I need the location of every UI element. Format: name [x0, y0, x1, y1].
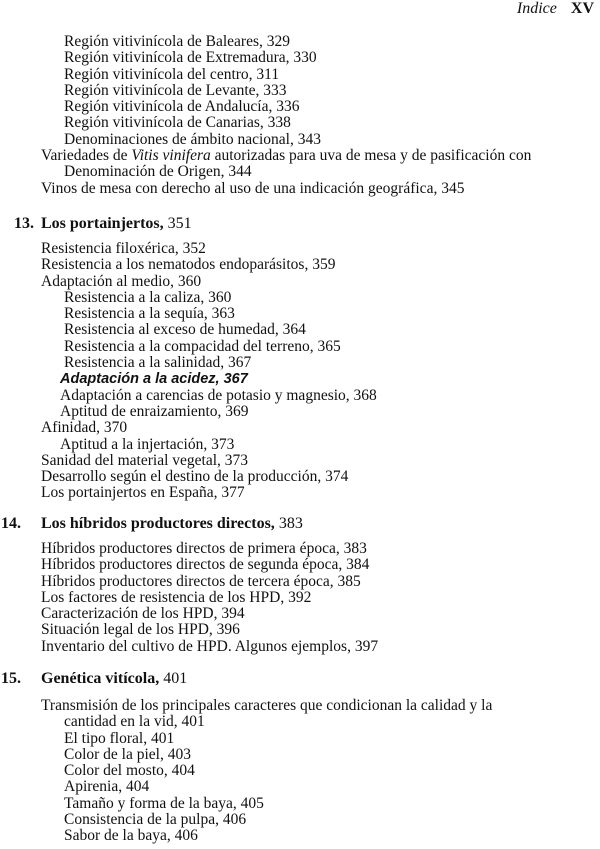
chapter-page: 401 — [163, 670, 188, 687]
toc-entry: Híbridos productores directos de tercera época, 385 — [41, 572, 361, 590]
chapter-14 — [0, 515, 600, 655]
toc-section-continued — [0, 34, 600, 197]
toc-entry: Resistencia a la caliza, 360 — [64, 288, 232, 306]
chapter-13 — [0, 215, 600, 502]
toc-entry: Aptitud a la injertación, 373 — [60, 435, 235, 453]
toc-entry-continuation: cantidad en la vid, 401 — [64, 713, 205, 731]
toc-entry: Sanidad del material vegetal, 373 — [41, 451, 249, 469]
toc-entry: Adaptación a la acidez, 367 — [60, 371, 248, 388]
toc-entry: Los portainjertos en España, 377 — [41, 484, 245, 502]
chapter-title: Genética vitícola, — [41, 670, 160, 687]
chapter-heading — [0, 670, 600, 688]
toc-entry: Región vitivinícola de Andalucía, 336 — [64, 98, 300, 116]
toc-entry: Región vitivinícola del centro, 311 — [64, 65, 280, 83]
toc-entry: El tipo floral, 401 — [64, 729, 175, 747]
chapter-heading — [0, 515, 600, 533]
toc-entry: Región vitivinícola de Canarias, 338 — [64, 114, 291, 132]
chapter-page: 351 — [167, 215, 192, 232]
toc-entry-continuation: Denominación de Origen, 344 — [64, 163, 252, 181]
toc-entry: Híbridos productores directos de primera época, 383 — [41, 540, 367, 557]
toc-entry: Caracterización de los HPD, 394 — [41, 605, 245, 623]
chapter-number: 13. — [14, 215, 34, 232]
entry-italic: Vitis vinifera — [131, 147, 211, 165]
toc-entry: Color del mosto, 404 — [64, 762, 195, 780]
toc-entry: Región vitivinícola de Baleares, 329 — [64, 33, 290, 50]
toc-entry: Los factores de resistencia de los HPD, 392 — [41, 588, 312, 606]
toc-entry: Resistencia a la salinidad, 367 — [64, 354, 252, 372]
toc-entry: Apirenia, 404 — [64, 778, 150, 796]
header-title: Indice — [516, 0, 557, 17]
chapter-number: 14. — [1, 515, 21, 532]
toc-entry: Vinos de mesa con derecho al uso de una indicación geográfica, 345 — [41, 179, 465, 197]
toc-entry: Inventario del cultivo de HPD. Algunos ejemplos, 397 — [41, 637, 379, 655]
chapter-page: 383 — [278, 515, 303, 532]
toc-entry: Denominaciones de ámbito nacional, 343 — [64, 130, 321, 148]
toc-entry: Región vitivinícola de Extremadura, 330 — [64, 49, 317, 67]
toc-entry: Situación legal de los HPD, 396 — [41, 621, 240, 639]
running-header — [517, 0, 594, 18]
toc-entry: Resistencia a la compacidad del terreno, 365 — [64, 337, 341, 355]
toc-entry: Híbridos productores directos de segunda época, 384 — [41, 556, 370, 574]
toc-entry — [0, 148, 600, 164]
toc-entry: Transmisión de los principales caracteres que condicionan la calidad y la — [41, 697, 493, 714]
page-number: XV — [570, 0, 594, 17]
toc-entry: Adaptación al medio, 360 — [41, 272, 202, 290]
chapter-heading — [0, 215, 600, 233]
toc-entry: Afinidad, 370 — [41, 419, 128, 437]
toc-entry: Resistencia a la sequía, 363 — [64, 305, 235, 323]
toc-entry: Resistencia filoxérica, 352 — [41, 240, 206, 257]
toc-entry: Aptitud de enraizamiento, 369 — [60, 402, 249, 420]
chapter-title: Los híbridos productores directos, — [41, 515, 275, 532]
chapter-number: 15. — [1, 670, 21, 687]
toc-entry: Adaptación a carencias de potasio y magnesio, 368 — [60, 386, 377, 404]
toc-entry: Consistencia de la pulpa, 406 — [64, 811, 247, 829]
toc-entry: Resistencia al exceso de humedad, 364 — [64, 321, 306, 339]
entry-text: Variedades de — [41, 147, 132, 165]
toc-entry: Sabor de la baya, 406 — [64, 827, 198, 845]
toc-entry: Región vitivinícola de Levante, 333 — [64, 81, 287, 99]
toc-entry: Resistencia a los nematodos endoparásitos, 359 — [41, 256, 336, 274]
toc-entry: Desarrollo según el destino de la producción, 374 — [41, 468, 349, 486]
toc-entry: Tamaño y forma de la baya, 405 — [64, 794, 264, 812]
entry-text: autorizadas para uva de mesa y de pasificación con — [210, 147, 532, 165]
chapter-15 — [0, 670, 600, 845]
chapter-title: Los portainjertos, — [41, 215, 164, 232]
toc-entry: Color de la piel, 403 — [64, 745, 191, 763]
